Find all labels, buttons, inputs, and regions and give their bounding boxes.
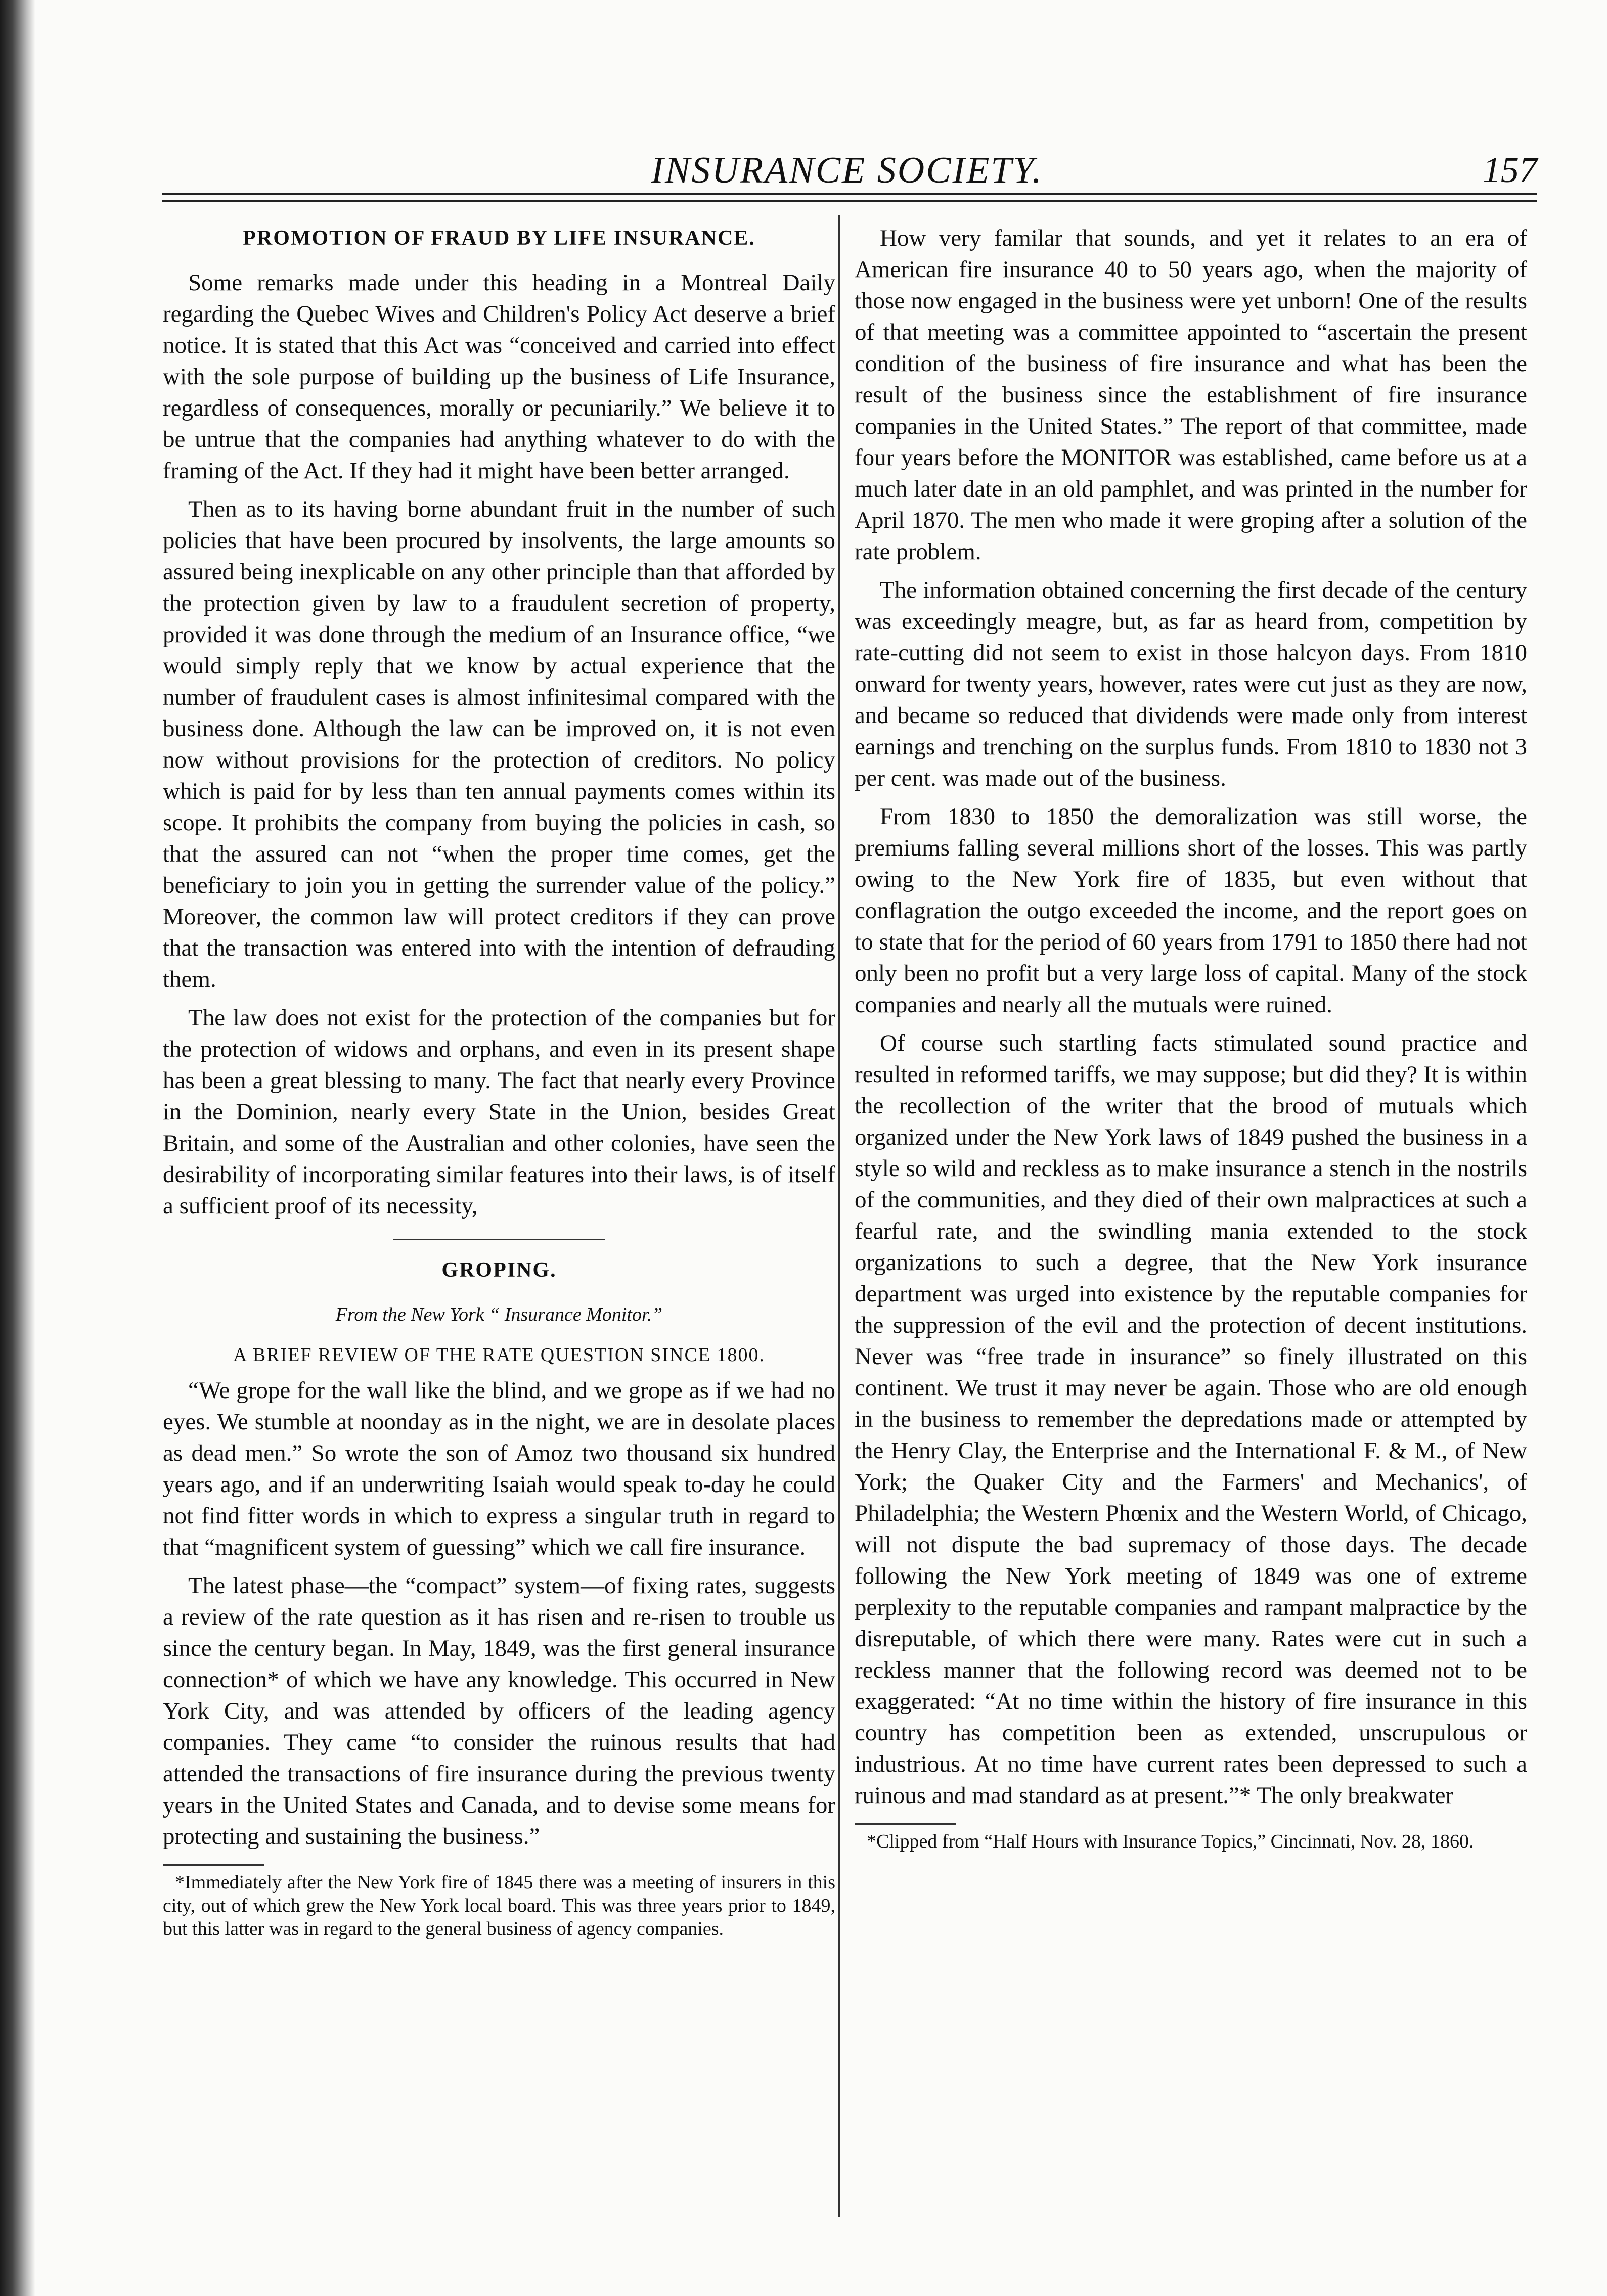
page-header [157,144,1537,200]
footnote: *Immediately after the New York fire of 1845 there was a meeting of insurers in this city, out of which grew the New York local board. This was three years prior to 1849, but this latter was in regard to the general business of agency companies. [163,1872,835,1940]
section-divider [393,1239,605,1240]
header-double-rule [162,193,1537,202]
article-paragraph: Then as to its having borne abundant fruit in the number of such policies that have been procured by insolvents, the large amounts so assured being inexplicable on any other principle than that afforded by the protection given by law to a fraudulent secretion of property, provided it was done through the medium of an Insurance office, “we would simply reply that we know by actual experience that the number of fraudulent cases is almost infinitesimal compared with the business done. Although the law can be improved on, it is not even now without provisions for the protection of creditors. No policy which is paid for by less than ten annual payments comes within its scope. It prohibits the company from buying the policies in cash, so that the assured can not “when the proper time comes, get the beneficiary to join you in getting the surrender value of the policy.” Moreover, the common law will protect creditors if they can prove that the transaction was entered into with the intention of defrauding them. [163,496,835,993]
article-promotion-of-fraud [163,222,835,1222]
article-paragraph: Some remarks made under this heading in a Montreal Daily regarding the Quebec Wives and Children's Policy Act deserve a brief notice. It is stated that this Act was “conceived and carried into effect with the sole purpose of building up the business of Life Insurance, regardless of consequences, morally or pecuniarily.” We believe it to be untrue that the companies had anything whatever to do with the framing of the Act. If they had it might have been better arranged. [163,269,835,484]
article-paragraph: The information obtained concerning the first decade of the century was exceedingly meagre, but, as far as heard from, competition by rate-cutting did not seem to exist in those halcyon days. From 1810 onward for twenty years, however, rates were cut just as they are now, and became so reduced that dividends were made only from interest earnings and trenching on the surplus funds. From 1810 to 1830 not 3 per cent. was made out of the business. [855,577,1527,791]
left-column [163,222,835,1941]
article-title: PROMOTION OF FRAUD BY LIFE INSURANCE. [243,227,755,250]
article-subtitle: A BRIEF REVIEW OF THE RATE QUESTION SINCE 1800. [233,1344,766,1366]
scan-binding-edge [0,0,35,2296]
footnote-rule [163,1864,264,1866]
article-paragraph: “We grope for the wall like the blind, and we grope as if we had no eyes. We stumble at noonday as in the night, we are in desolate places as dead men.” So wrote the son of Amoz two thousand six hundred years ago, and if an underwriting Isaiah would speak to-day he could not find fitter words in which to express a singular truth in regard to that “magnificent system of guessing” which we call fire insurance. [163,1377,835,1560]
footnote-rule [855,1823,956,1825]
page-number: 157 [1483,150,1537,190]
article-title: GROPING. [441,1258,557,1282]
running-title: INSURANCE SOCIETY. [651,150,1043,191]
article-paragraph: How very familar that sounds, and yet it relates to an era of American fire insurance 40 to 50 years ago, when the majority of those now engaged in the business were yet unborn! One of the results of that meeting was a committee appointed to “ascertain the present condition of the business of fire insurance and what has been the result of the business since the establishment of fire insurance companies in the United States.” The report of that committee, made four years before the MONITOR was established, came before us at a much later date in an old pamphlet, and was printed in the number for April 1870. The men who made it were groping after a solution of the rate problem. [855,225,1527,565]
article-source: From the New York “ Insurance Monitor.” [335,1304,663,1325]
article-paragraph: The latest phase—the “compact” system—of fixing rates, suggests a review of the rate question as it has risen and re-risen to trouble us since the century began. In May, 1849, was the first general insurance connection* of which we have any knowledge. This occurred in New York City, and was attended by officers of the leading agency companies. They came “to consider the ruinous results that had attended the transactions of fire insurance during the previous twenty years in the United States and Canada, and to devise some means for protecting and sustaining the business.” [163,1572,835,1850]
article-paragraph: The law does not exist for the protection of the companies but for the protection of widows and orphans, and even in its present shape has been a great blessing to many. The fact that nearly every Province in the Dominion, nearly every State in the Union, besides Great Britain, and some of the Australian and other colonies, have seen the desirability of incorporating similar features into their laws, is of itself a sufficient proof of its necessity, [163,1005,835,1219]
article-paragraph: From 1830 to 1850 the demoralization was still worse, the premiums falling several millions short of the losses. This was partly owing to the New York fire of 1835, but even without that conflagration the outgo exceeded the income, and the report goes on to state that for the period of 60 years from 1791 to 1850 there had not only been no profit but a very large loss of capital. Many of the stock companies and nearly all the mutuals were ruined. [855,803,1527,1018]
footnote: *Clipped from “Half Hours with Insurance Topics,” Cincinnati, Nov. 28, 1860. [867,1831,1474,1852]
article-groping [163,1254,835,1941]
article-paragraph: Of course such startling facts stimulated sound practice and resulted in reformed tariffs, we may suppose; but did they? It is within the recollection of the writer that the brood of mutuals which organized under the New York laws of 1849 pushed the business in a style so wild and reckless as to make insurance a stench in the nostrils of the communities, and they died of their own malpractices at such a fearful rate, and the swindling mania extended to the stock organizations to such a degree, that the New York insurance department was urged into existence by the reputable companies for the suppression of the evil and the protection of decent institutions. Never was “free trade in insurance” so finely illustrated on this continent. We trust it may never be again. Those who are old enough in the business to remember the depredations made or attempted by the Henry Clay, the Enterprise and the International F. & M., of New York; the Quaker City and the Farmers' and Mechanics', of Philadelphia; the Western Phœnix and the Western World, of Chicago, will not dispute the bad supremacy of those days. The decade following the New York meeting of 1849 was one of extreme perplexity to the reputable companies and rampant malpractice by the disreputable, of which there were many. Rates were cut in such a reckless manner that the following record was deemed not to be exaggerated: “At no time within the history of fire insurance in this country has competition been as extended, unscrupulous or industrious. At no time have current rates been depressed to such a ruinous and mad standard as at present.”* The only breakwater [855,1030,1527,1809]
right-column [855,222,1527,1853]
column-divider [838,215,840,2217]
